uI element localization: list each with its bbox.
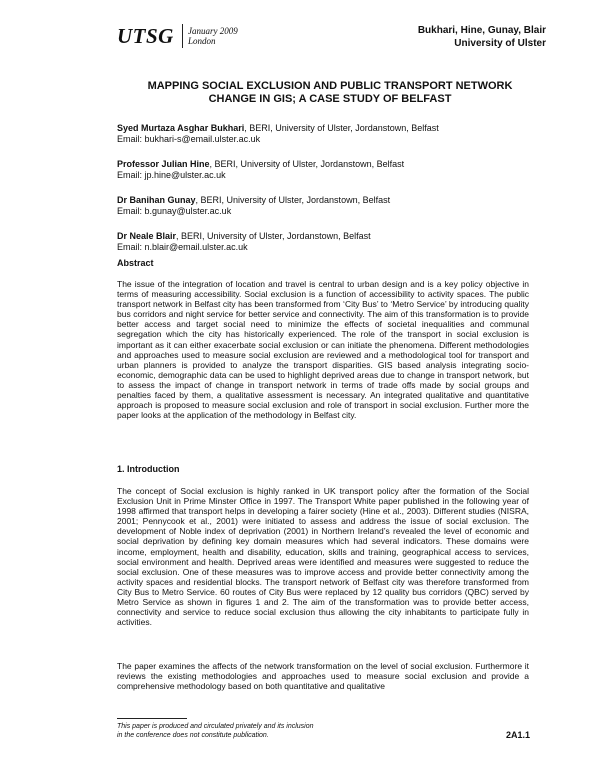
author-email: Email: b.gunay@ulster.ac.uk: [117, 205, 232, 216]
introduction-paragraph-1: The concept of Social exclusion is highly ranked in UK transport policy after the formation of the Social Exclusion Unit in Prime Minster Office in 1997. The Transport White paper published in the following year of 1998 affirmed that transport helps in developing a fairer society (Hine et al., 2003). Different studies (NISRA, 2001; Pennycook et al., 2001) were initiated to assess and address the issue of social exclusion. The development of Noble index of deprivation (2001) in Northern Ireland’s revealed the level of economic and social deprivation by defining key domain measures which had several indicators. These domains were income, employment, health and disability, education, skills and training, geographical access to services, social environment and health. Deprived areas were identified and measures were suggested to reduce the social exclusion. One of these measures was to improve access and provide better connectivity among the activity spaces and residential blocks. The transport network of Belfast city was therefore transformed from City Bus to Metro Service. 60 routes of City Bus were replaced by 12 quality bus corridors (QBC) served by Metro Service as shown in figures 1 and 2. The aim of the transformation was to provide better access, connectivity and service to reduce social exclusion thus allowing the city inhabitants to participate fully in activities.: [117, 486, 529, 628]
paper-title: [117, 80, 543, 106]
author-block: [117, 195, 547, 216]
paper-title-line2: CHANGE IN GIS; A CASE STUDY OF BELFAST: [208, 93, 452, 105]
author-email: Email: bukhari-s@email.ulster.ac.uk: [117, 133, 261, 144]
header-divider: [182, 24, 183, 48]
author-block: [117, 159, 547, 180]
footnote-line2: in the conference does not constitute publication.: [117, 732, 269, 739]
author-name: Professor Julian Hine: [117, 159, 210, 169]
author-affiliation: , BERI, University of Ulster, Jordanstown, Belfast: [209, 159, 405, 169]
author-email: Email: n.blair@email.ulster.ac.uk: [117, 241, 248, 252]
conference-location: London: [188, 36, 216, 46]
author-email: Email: jp.hine@ulster.ac.uk: [117, 169, 226, 180]
footnote-rule: [117, 718, 187, 719]
footnote-line1: This paper is produced and circulated privately and its inclusion: [117, 723, 314, 730]
author-affiliation: , BERI, University of Ulster, Jordanstown, Belfast: [195, 195, 391, 205]
author-block: [117, 231, 547, 252]
running-header: [418, 24, 546, 50]
author-name: Dr Banihan Gunay: [117, 195, 196, 205]
abstract-heading: Abstract: [117, 258, 154, 268]
running-header-authors: Bukhari, Hine, Gunay, Blair: [417, 25, 546, 36]
footnote: [117, 722, 314, 740]
introduction-heading: 1. Introduction: [117, 464, 180, 474]
running-header-affiliation: University of Ulster: [454, 38, 546, 49]
conference-date: [188, 26, 238, 46]
paper-title-line1: MAPPING SOCIAL EXCLUSION AND PUBLIC TRANSPORT NETWORK: [147, 80, 513, 92]
author-name: Dr Neale Blair: [117, 231, 177, 241]
page-number: 2A1.1: [505, 730, 530, 740]
introduction-paragraph-2: The paper examines the affects of the network transformation on the level of social exclusion. Furthermore it reviews the existing methodologies and approaches used to measure social exclusion and provide a comprehensive methodology based on both quantitative and qualitative: [117, 661, 529, 692]
utsg-logo: UTSG: [117, 24, 174, 48]
conference-date-month: January 2009: [188, 26, 238, 36]
author-block: [117, 123, 547, 144]
abstract-text: The issue of the integration of location and travel is central to urban design and is a key policy objective in terms of measuring accessibility. Social exclusion is a function of accessibility to activity spaces. The public transport network in Belfast city has been transformed from ‘City Bus’ to ‘Metro Service’ by introducing quality bus corridors and night service for better service and connectivity. The aim of this transformation is to provide better access and target social need to minimize the effects of societal inequalities and communal segregation which the city has historically experienced. The role of the transport in social exclusion is important as it can either exacerbate social exclusion or can initiate the phenomena. Different methodologies and approaches used to measure social exclusion are reviewed and a methodological tool for transport and urban planners is provided to analyze the transport disparities. GIS based analysis integrating socio-economic, demographic data can be used to highlight deprived areas due to change in transport network, but to assess the impact of change in transport network in terms of trade offs made by social groups and penalties faced by them, a qualitative assessment is necessary. An integrated qualitative and quantitative approach is proposed to measure social exclusion and role of transport in social exclusion. Further more the paper looks at the application of the methodology in Belfast city.: [117, 279, 529, 421]
author-name: Syed Murtaza Asghar Bukhari: [117, 123, 245, 133]
author-affiliation: , BERI, University of Ulster, Jordanstown, Belfast: [176, 231, 371, 241]
author-list: [117, 123, 547, 267]
author-affiliation: , BERI, University of Ulster, Jordanstown, Belfast: [244, 123, 439, 133]
